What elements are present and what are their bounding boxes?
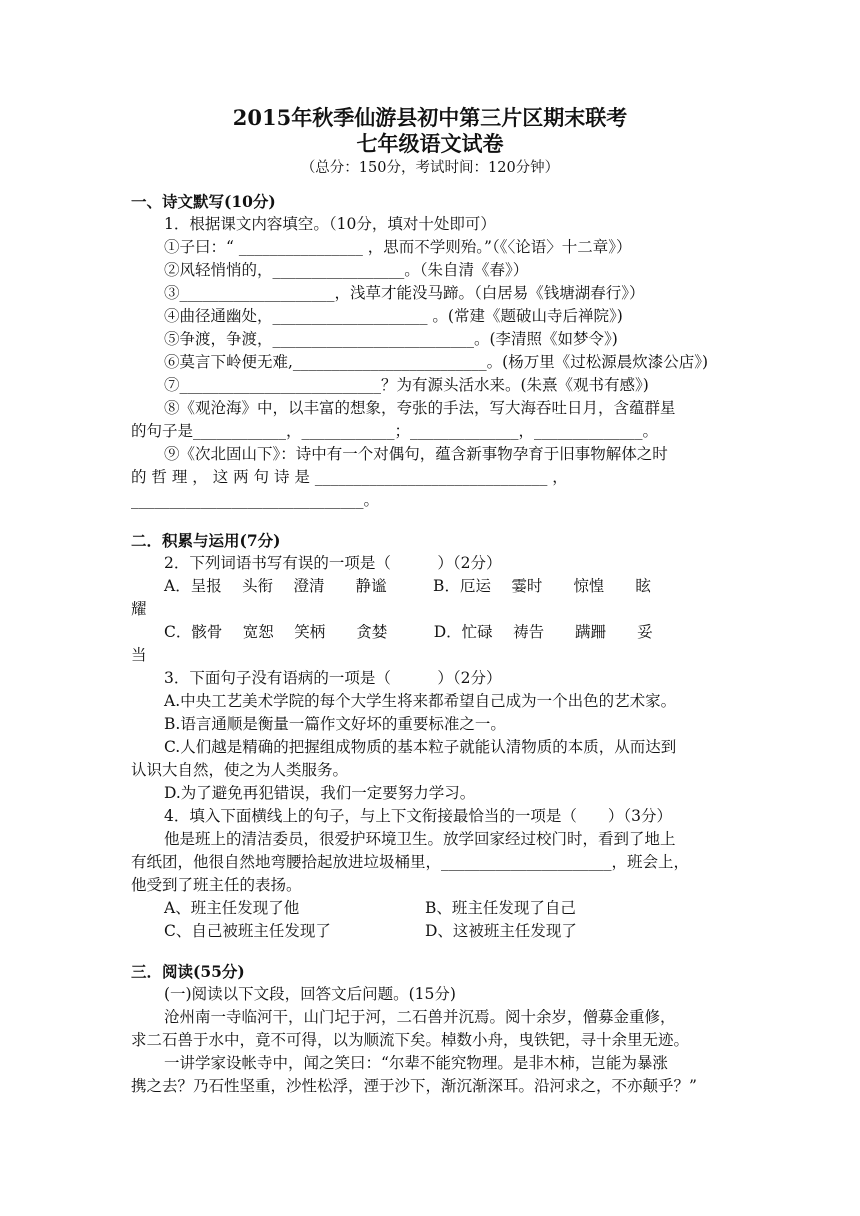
reading-text-2: 求二石兽于水中，竟不可得，以为顺流下矣。棹数小舟，曳铁钯，寻十余里无迹。	[131, 1031, 690, 1049]
q1-line-2: ②风轻悄悄的，_________________。（朱自清《春》）	[164, 261, 529, 279]
q1-line-8a: ⑧《观沧海》中，以丰富的想象，夸张的手法，写大海吞吐日月，含蕴群星	[164, 399, 676, 417]
reading-1-prompt: (一)阅读以下文段，回答文后问题。(15分)	[164, 985, 456, 1003]
q3-option-a: A.中央工艺美术学院的每个大学生将来都希望自己成为一个出色的艺术家。	[164, 692, 677, 710]
q2-options-cd: C．骸骨 宽恕 笑柄 贪婪 D．忙碌 祷告 蹒跚 妥	[164, 623, 653, 641]
q3-option-c-wrap: 认识大自然，使之为人类服务。	[131, 761, 349, 779]
q1-line-9a: ⑨《次北固山下》：诗中有一个对偶句，蕴含新事物孕育于旧事物解体之时	[164, 445, 668, 463]
section-2-heading: 二．积累与运用(7分)	[131, 531, 281, 550]
q2-options-ab-wrap: 耀	[131, 600, 147, 618]
exam-info: （总分：150分，考试时间：120分钟）	[300, 160, 560, 176]
q1-line-1: ①子曰：“ ________________ ，思而不学则殆。”（《〈论语〉十二章》）	[164, 238, 632, 256]
q1-line-8b: 的句子是____________，____________；______________，______________。	[131, 422, 659, 440]
reading-text-4: 携之去？乃石性坚重，沙性松浮，湮于沙下，渐沉渐深耳。沿河求之，不亦颠乎？”	[131, 1077, 697, 1095]
q3-option-d: D.为了避免再犯错误，我们一定要努力学习。	[164, 784, 476, 802]
reading-text-1: 沧州南一寺临河干，山门圮于河，二石兽并沉焉。阅十余岁，僧募金重修，	[164, 1008, 676, 1026]
question-1: 1．根据课文内容填空。（10分，填对十处即可）	[164, 215, 496, 233]
q1-line-9c: ______________________________。	[131, 491, 380, 509]
q3-option-b: B.语言通顺是衡量一篇作文好坏的重要标准之一。	[164, 715, 506, 733]
q3-option-c: C.人们越是精确的把握组成物质的基本粒子就能认清物质的本质，从而达到	[164, 738, 677, 756]
q4-option-d: D、这被班主任发现了	[425, 922, 577, 940]
q4-text-1: 他是班上的清洁委员，很爱护环境卫生。放学回家经过校门时，看到了地上	[164, 830, 676, 848]
reading-text-3: 一讲学家设帐寺中，闻之笑曰：“尔辈不能究物理。是非木柿，岂能为暴涨	[164, 1054, 668, 1072]
exam-title: 2015年秋季仙游县初中第三片区期末联考	[232, 105, 628, 130]
q4-text-3: 他受到了班主任的表扬。	[131, 876, 302, 894]
question-3: 3．下面句子没有语病的一项是（ ）（2分）	[164, 669, 502, 687]
section-3-heading: 三．阅读(55分)	[131, 962, 245, 981]
q1-line-5: ⑤争渡，争渡，__________________________。(李清照《如梦令》)	[164, 330, 618, 348]
q4-text-2: 有纸团，他很自然地弯腰拾起放进垃圾桶里，______________________，班会上，	[131, 853, 690, 871]
q4-option-c: C、自己被班主任发现了	[164, 922, 331, 940]
q1-line-7: ⑦__________________________？为有源头活水来。(朱熹《观书有感》)	[164, 376, 649, 394]
q1-line-4: ④曲径通幽处，____________________ 。(常建《题破山寺后禅院》)	[164, 307, 623, 325]
section-1-heading: 一、诗文默写(10分)	[131, 192, 276, 211]
q1-line-6: ⑥莫言下岭便无难,_________________________。(杨万里《过松源晨炊漆公店》)	[164, 353, 709, 371]
q1-line-3: ③____________________，浅草才能没马蹄。（白居易《钱塘湖春行》）	[164, 284, 645, 302]
q4-option-a: A、班主任发现了他	[164, 899, 300, 917]
exam-subtitle: 七年级语文试卷	[356, 131, 504, 156]
question-4: 4．填入下面横线上的句子，与上下文衔接最恰当的一项是（ ）（3分）	[164, 807, 672, 825]
q1-line-9b: 的 哲 理 ， 这 两 句 诗 是 ______________________________ ，	[131, 468, 568, 486]
q2-options-ab: A．呈报 头衔 澄清 静谧 B．厄运 霎时 惊惶 眩	[164, 577, 651, 595]
q2-options-cd-wrap: 当	[131, 646, 147, 664]
question-2: 2．下列词语书写有误的一项是（ ）（2分）	[164, 554, 502, 572]
q4-option-b: B、班主任发现了自己	[425, 899, 576, 917]
